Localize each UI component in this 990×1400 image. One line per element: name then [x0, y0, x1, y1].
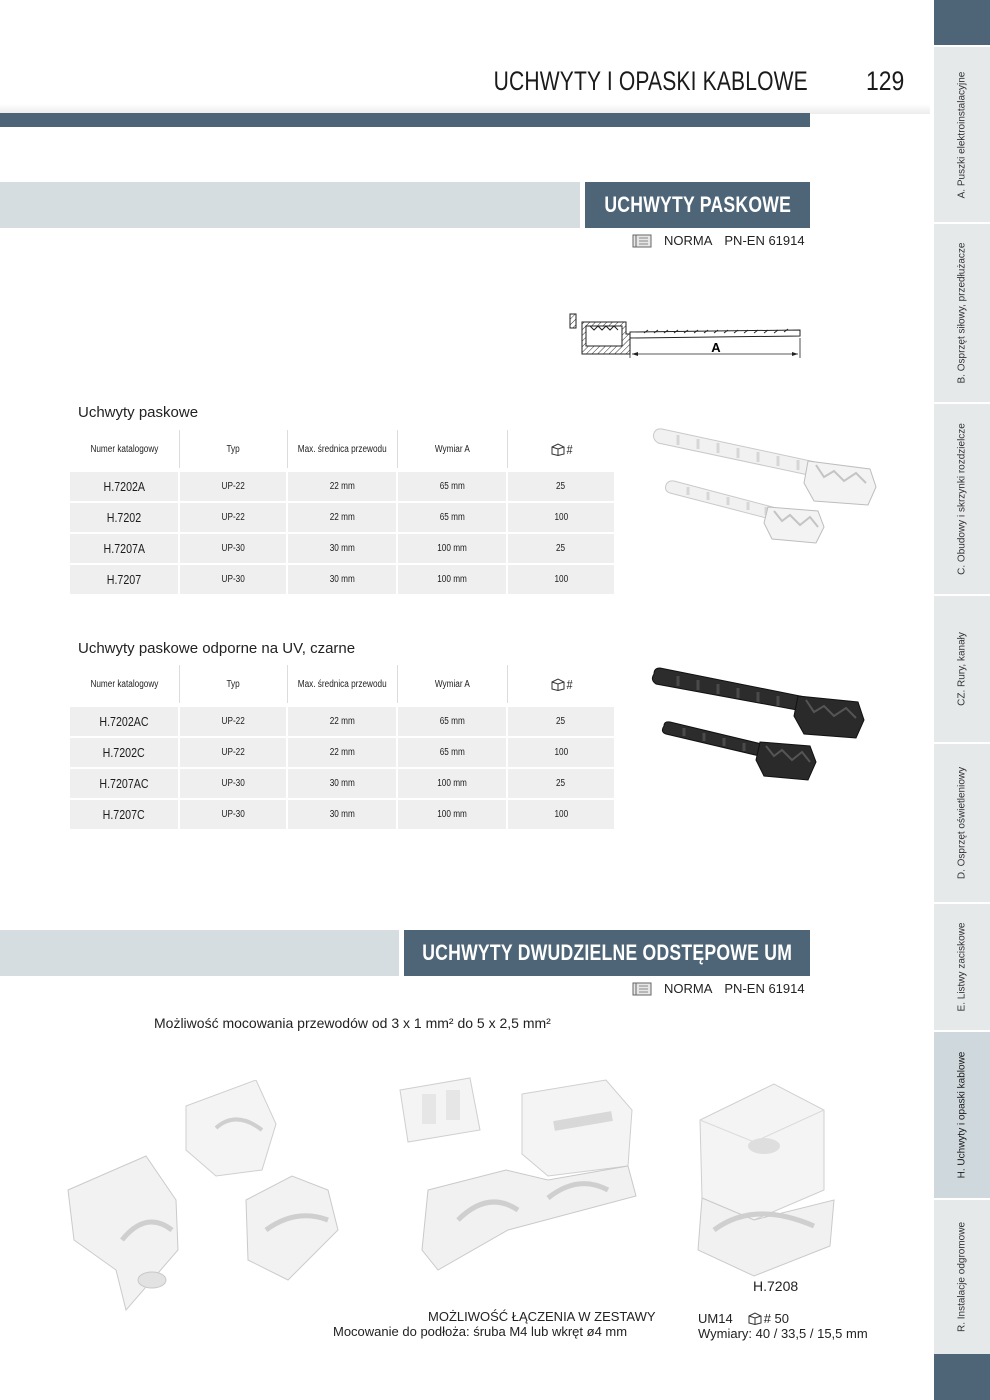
package-icon: [550, 443, 566, 456]
table2-heading: Uchwyty paskowe odporne na UV, czarne: [78, 640, 356, 657]
table-row: H.7202C UP-22 22 mm 65 mm 100: [70, 738, 616, 769]
sidebar-tab-b[interactable]: B. Osprzęt siłowy, przedłużacze: [934, 222, 990, 402]
black-strap-holder-image: [648, 662, 868, 787]
combine-note: MOŻLIWOŚĆ ŁĄCZENIA W ZESTAWY: [428, 1309, 656, 1324]
table-row: H.7207 UP-30 30 mm 100 mm 100: [70, 565, 616, 596]
table-row: H.7207AC UP-30 30 mm 100 mm 25: [70, 769, 616, 800]
header-max-diameter: Max. średnica przewodu: [288, 430, 398, 468]
page-title: UCHWYTY I OPASKI KABLOWE: [493, 66, 808, 96]
table-row: H.7202A UP-22 22 mm 65 mm 25: [70, 472, 616, 503]
model-qty: [698, 1311, 789, 1326]
table1-body: [70, 472, 616, 596]
package-icon: [747, 1312, 763, 1325]
sidebar-tab-e[interactable]: E. Listwy zaciskowe: [934, 902, 990, 1030]
header-max-diameter: Max. średnica przewodu: [288, 665, 398, 703]
sidebar-bottom-block: [934, 1354, 990, 1400]
sidebar-tab-cz[interactable]: CZ. Rury, kanały: [934, 594, 990, 742]
section2-norma: [632, 981, 805, 996]
sidebar-tab-d[interactable]: D. Osprzęt oświetleniowy: [934, 742, 990, 902]
section2-gray-bar: [0, 930, 399, 976]
section2-title: UCHWYTY DWUDZIELNE ODSTĘPOWE UM: [404, 930, 810, 976]
sidebar-tab-r[interactable]: R. Instalacje odgromowe: [934, 1198, 990, 1354]
header-type: Typ: [180, 665, 288, 703]
sidebar-top-block: [934, 0, 990, 45]
table-header-row: [70, 430, 616, 468]
section1-gray-bar: [0, 182, 580, 228]
strap-holder-technical-drawing: [564, 308, 804, 364]
table2: [70, 665, 616, 831]
page-number: 129: [866, 66, 905, 96]
book-icon: [632, 234, 652, 248]
section1-norma: [632, 233, 805, 248]
um-holder-set-image: [398, 1070, 644, 1285]
book-icon: [632, 982, 652, 996]
table-row: H.7207A UP-30 30 mm 100 mm 25: [70, 534, 616, 565]
package-quantity: # 50: [763, 1311, 789, 1326]
dimension-a-label: A: [711, 340, 721, 355]
category-sidebar: [934, 0, 990, 1400]
product-code: H.7208: [753, 1278, 799, 1294]
table2-body: [70, 707, 616, 831]
header-quantity: #: [508, 665, 616, 703]
header-bar: [0, 113, 810, 127]
header-dimension: Wymiar A: [398, 665, 508, 703]
table-header-row: [70, 665, 616, 703]
norma-value: PN-EN 61914: [724, 233, 805, 248]
sidebar-tab-c[interactable]: C. Obudowy i skrzynki rozdzielcze: [934, 402, 990, 594]
table1-heading: Uchwyty paskowe: [78, 404, 199, 421]
table1: [70, 430, 616, 596]
h7208-holder-image: [694, 1080, 838, 1280]
package-icon: [550, 678, 566, 691]
header-quantity: #: [508, 430, 616, 468]
sidebar-tab-h[interactable]: H. Uchwyty i opaski kablowe: [934, 1030, 990, 1198]
capability-text: Możliwość mocowania przewodów od 3 x 1 mm² do 5 x 2,5 mm²: [154, 1015, 551, 1031]
dimensions: Wymiary: 40 / 33,5 / 15,5 mm: [698, 1326, 868, 1341]
table-row: H.7202AC UP-22 22 mm 65 mm 25: [70, 707, 616, 738]
header-catalog: Numer katalogowy: [70, 665, 180, 703]
norma-label: NORMA: [664, 233, 713, 248]
table-row: H.7202 UP-22 22 mm 65 mm 100: [70, 503, 616, 534]
um-holder-parts-image: [66, 1080, 366, 1320]
header-type: Typ: [180, 430, 288, 468]
mount-note: Mocowanie do podłoża: śruba M4 lub wkręt ø4 mm: [333, 1324, 628, 1339]
section1-title: UCHWYTY PASKOWE: [585, 182, 810, 228]
header-catalog: Numer katalogowy: [70, 430, 180, 468]
norma-label: NORMA: [664, 981, 713, 996]
table-row: H.7207C UP-30 30 mm 100 mm 100: [70, 800, 616, 831]
model-code: UM14: [698, 1311, 733, 1326]
header-dimension: Wymiar A: [398, 430, 508, 468]
white-strap-holder-image: [648, 425, 880, 550]
norma-value: PN-EN 61914: [724, 981, 805, 996]
sidebar-tab-a[interactable]: A. Puszki elektroinstalacyjne: [934, 45, 990, 222]
